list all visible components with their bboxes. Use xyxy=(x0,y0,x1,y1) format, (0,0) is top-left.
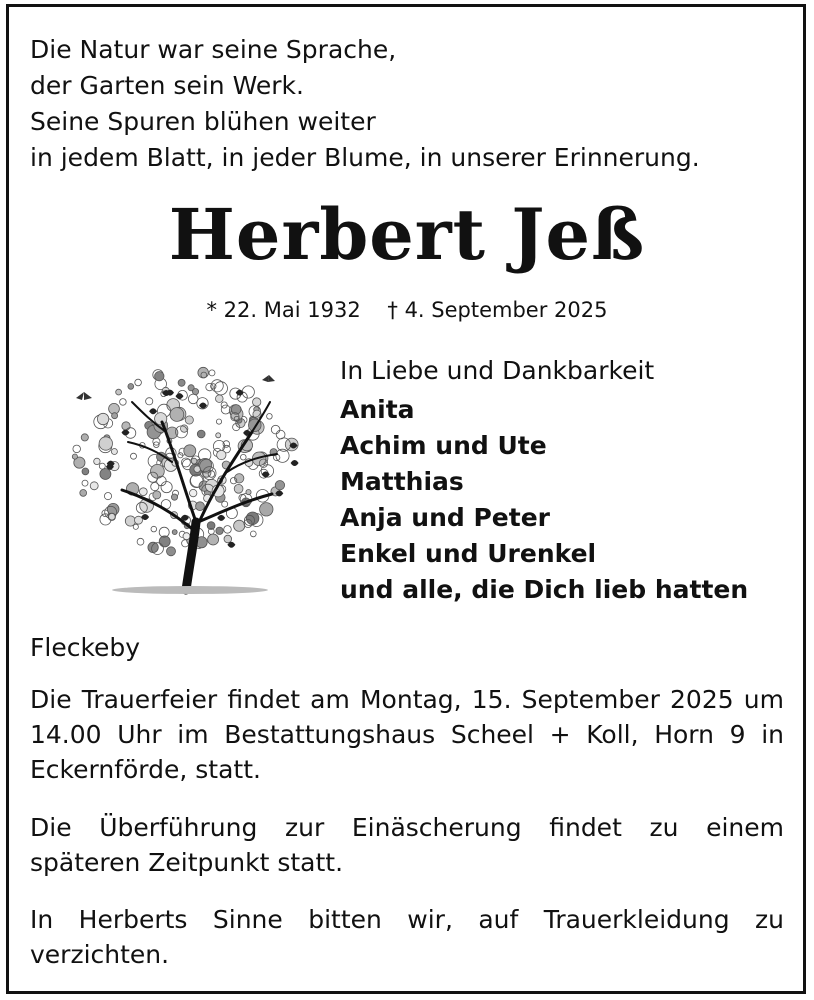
family-block xyxy=(340,352,780,608)
death-date: † 4. September 2025 xyxy=(387,298,608,322)
family-member: Matthias xyxy=(340,467,464,496)
family-member: und alle, die Dich lieb hatten xyxy=(340,575,749,604)
poem-line: in jedem Blatt, in jeder Blume, in unserer Erinnerung. xyxy=(30,143,700,172)
dress-request-paragraph: In Herberts Sinne bitten wir, auf Trauerkleidung zu verzichten. xyxy=(30,905,784,969)
poem-line: Seine Spuren blühen weiter xyxy=(30,107,376,136)
family-member: Anja und Peter xyxy=(340,503,550,532)
family-member: Enkel und Urenkel xyxy=(340,539,597,568)
poem-line: der Garten sein Werk. xyxy=(30,71,304,100)
birth-date: * 22. Mai 1932 xyxy=(206,298,361,322)
poem xyxy=(30,32,750,176)
family-member: Achim und Ute xyxy=(340,431,547,460)
family-member: Anita xyxy=(340,395,415,424)
poem-line: Die Natur war seine Sprache, xyxy=(30,35,397,64)
funeral-info-paragraph: Die Trauerfeier findet am Montag, 15. September 2025 um 14.00 Uhr im Bestattungshaus Scheel + Koll, Horn 9 in Eckernförde, statt. xyxy=(30,685,784,784)
place-name: Fleckeby xyxy=(30,633,141,662)
family-intro: In Liebe und Dankbarkeit xyxy=(340,356,655,385)
life-dates xyxy=(0,296,814,324)
deceased-name: Herbert Jeß xyxy=(168,193,646,276)
transfer-info-paragraph: Die Überführung zur Einäscherung findet zu einem späteren Zeitpunkt statt. xyxy=(30,813,784,877)
flower-tree-icon xyxy=(62,362,310,598)
